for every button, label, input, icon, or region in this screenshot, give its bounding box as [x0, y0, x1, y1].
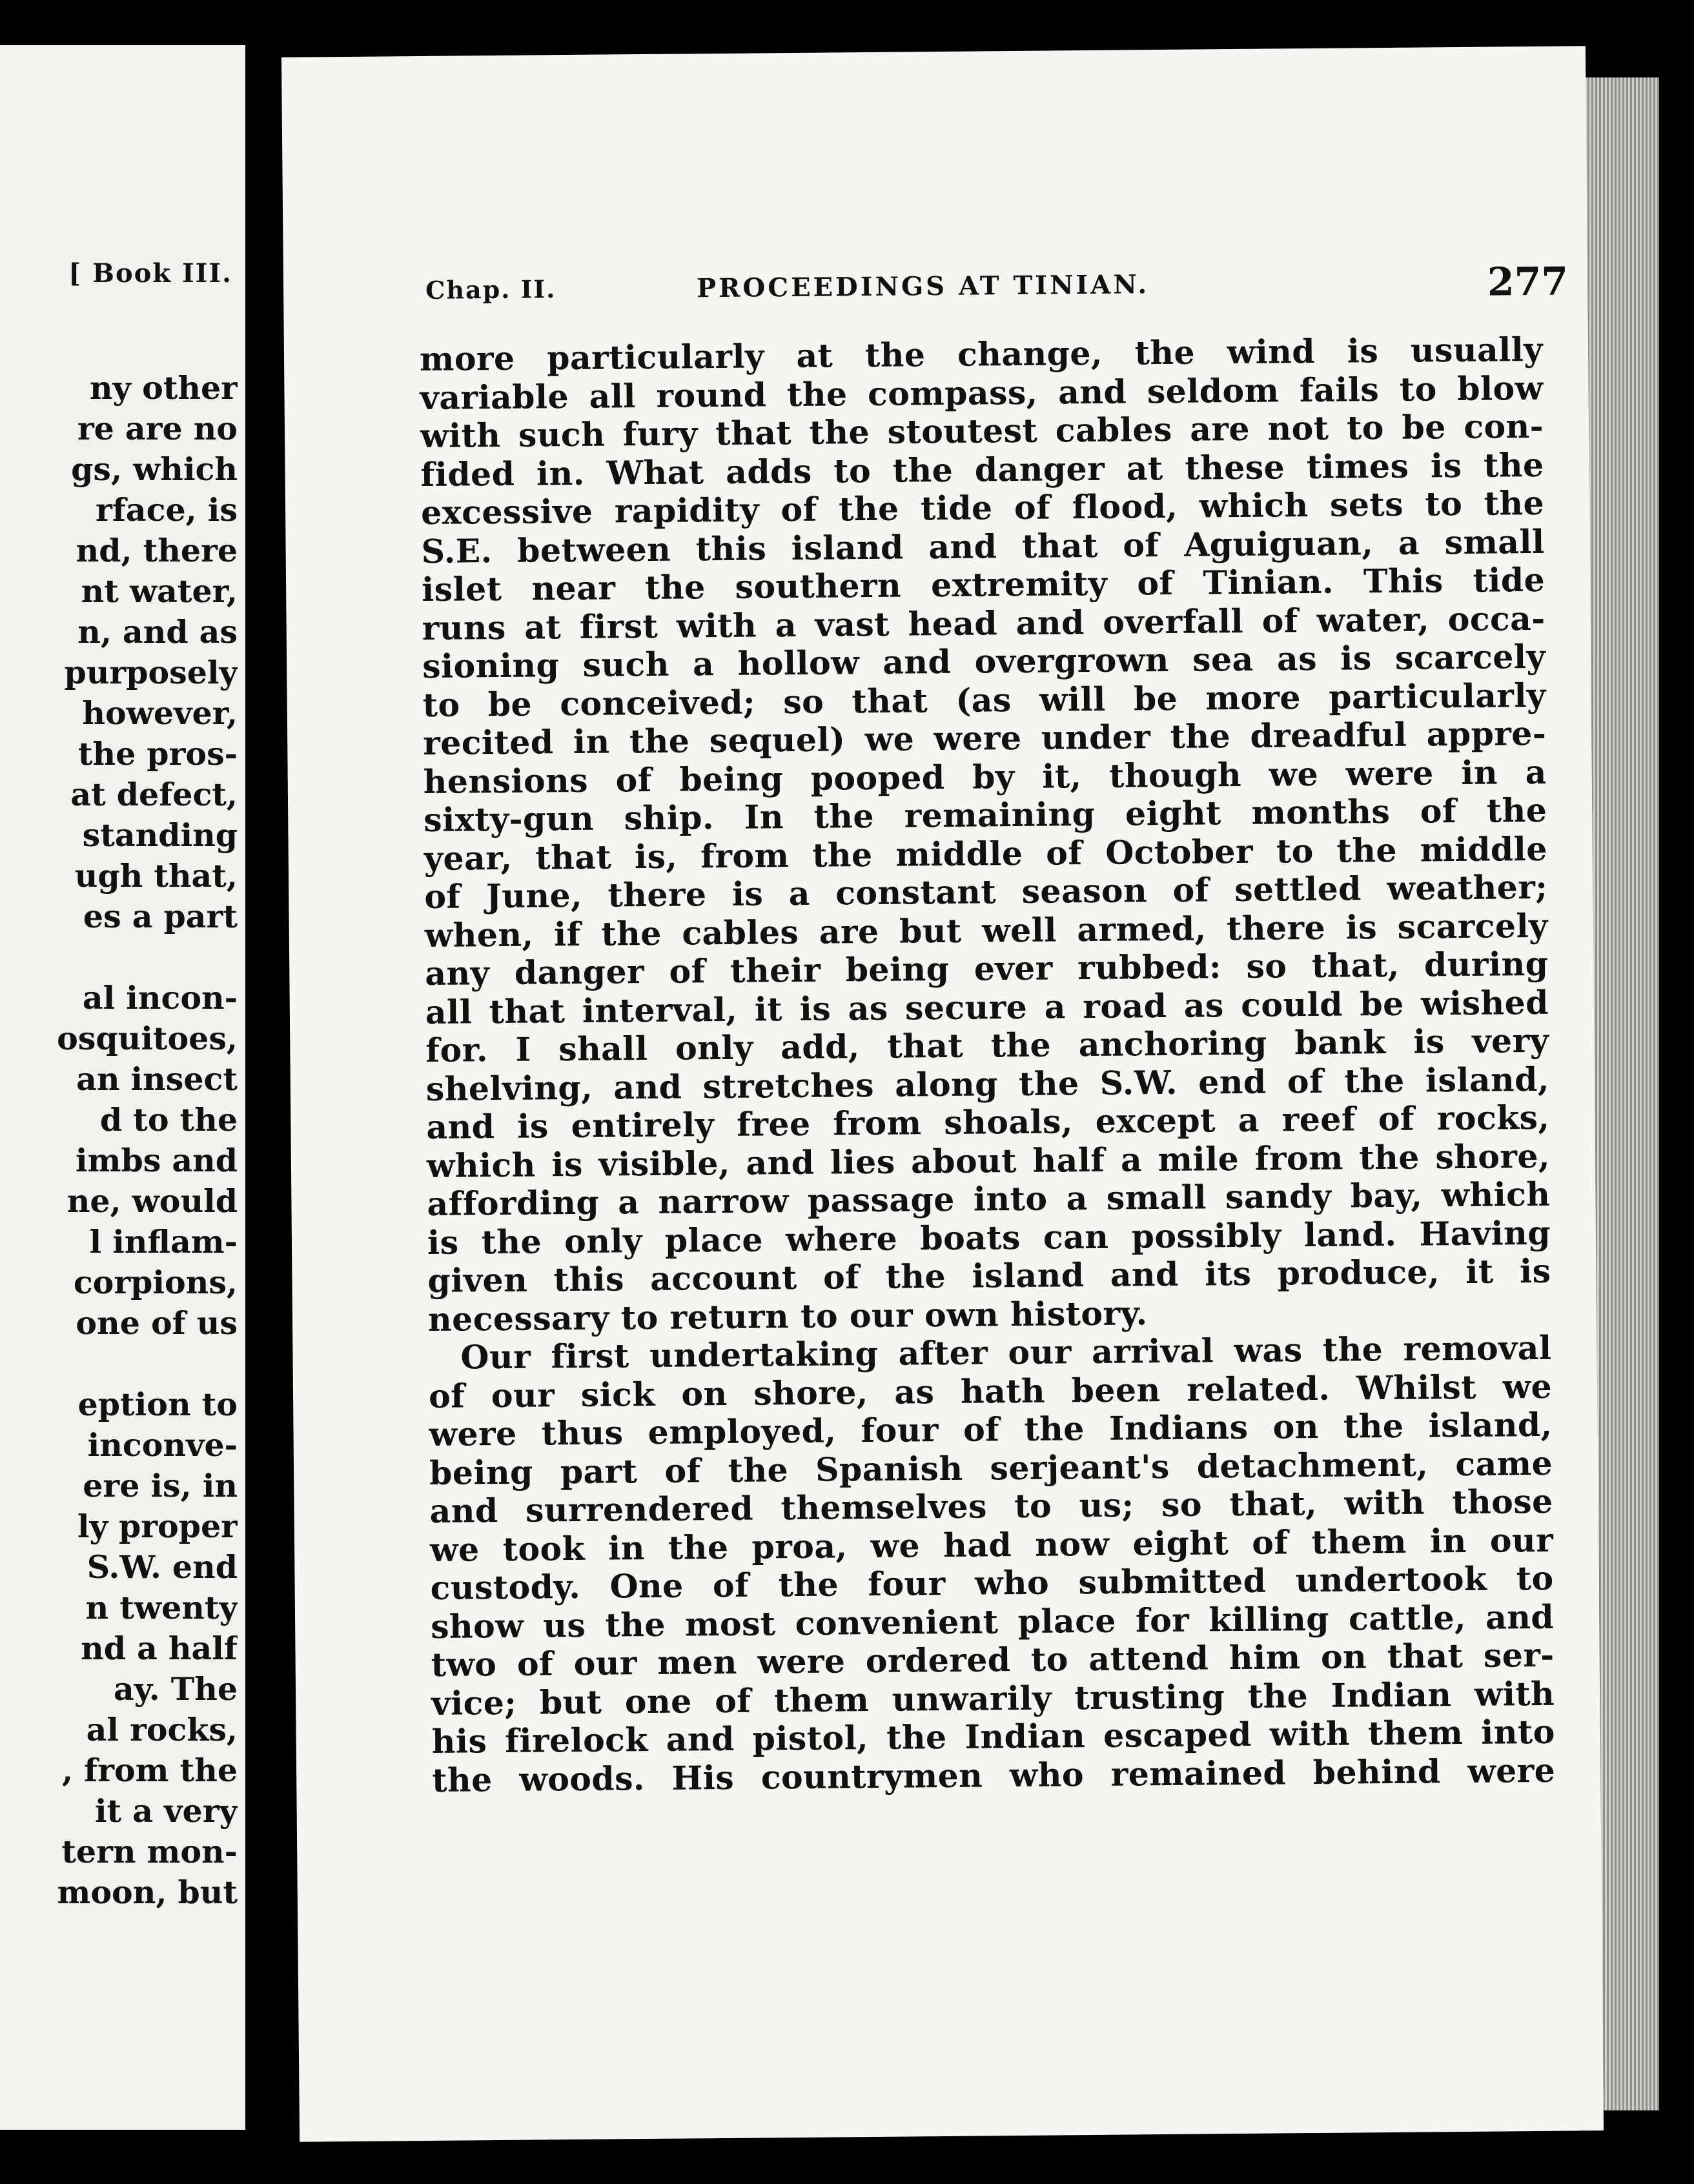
- text-line: year, that is, from the middle of October to the middle: [424, 829, 1547, 878]
- left-text-line: standing: [82, 816, 238, 854]
- left-page-text: [0, 368, 238, 1913]
- text-line: fided in. What adds to the danger at these times is the: [420, 445, 1544, 494]
- left-text-line: nd, there: [76, 532, 238, 569]
- text-line: being part of the Spanish serjeant's detachment, came: [429, 1444, 1553, 1492]
- left-text-line: moon, but: [57, 1874, 238, 1911]
- text-line: his firelock and pistol, the Indian escaped with them into: [431, 1712, 1555, 1761]
- left-text-line: an insect: [76, 1060, 238, 1098]
- left-text-line: corpions,: [73, 1264, 238, 1301]
- left-text-line: al incon-: [82, 979, 238, 1016]
- text-line: the woods. His countrymen who remained behind were: [431, 1751, 1556, 1799]
- text-line: and surrendered themselves to us; so that, with those: [429, 1482, 1553, 1530]
- text-line: shelving, and stretches along the S.W. end of the island,: [425, 1060, 1550, 1108]
- left-text-line: ny other: [89, 369, 238, 407]
- text-line: show us the most convenient place for killing cattle, and: [430, 1597, 1555, 1646]
- left-text-line: tern mon-: [61, 1833, 238, 1870]
- text-line: sioning such a hollow and overgrown sea as is scarcely: [422, 637, 1546, 686]
- text-line: islet near the southern extremity of Tinian. This tide: [421, 560, 1546, 609]
- left-text-line: ay. The: [114, 1670, 238, 1708]
- text-line: runs at first with a vast head and overfall of water, occa-: [422, 599, 1546, 647]
- text-line: of our sick on shore, as hath been related. Whilst we: [428, 1367, 1553, 1415]
- left-text-line: ugh that,: [74, 857, 238, 895]
- left-text-line: [0, 937, 238, 978]
- text-line: Our first undertaking after our arrival was the removal: [460, 1328, 1552, 1377]
- text-line: two of our men were ordered to attend him on that ser-: [431, 1635, 1555, 1684]
- left-text-line: ne, would: [66, 1182, 238, 1220]
- text-line: with such fury that the stoutest cables are not to be con-: [420, 407, 1544, 456]
- left-text-line: [0, 1344, 238, 1384]
- left-text-line: at defect,: [70, 776, 238, 813]
- text-line: necessary to return to our own history.: [427, 1293, 1148, 1339]
- left-text-line: S.W. end: [87, 1548, 238, 1586]
- left-text-line: nd a half: [81, 1630, 238, 1667]
- left-text-line: re are no: [77, 410, 238, 447]
- text-line: S.E. between this island and that of Aguiguan, a small: [421, 522, 1545, 571]
- text-line: hensions of being pooped by it, though we were in a: [423, 753, 1547, 801]
- text-line: for. I shall only add, that the anchoring bank is very: [425, 1021, 1549, 1069]
- left-text-line: the pros-: [77, 735, 238, 773]
- text-line: all that interval, it is as secure a road as could be wished: [425, 983, 1549, 1031]
- left-running-head: [ Book III.: [68, 258, 232, 288]
- left-text-line: eption to: [77, 1386, 238, 1423]
- left-text-line: inconve-: [87, 1426, 238, 1464]
- text-line: to be conceived; so that (as will be more particularly: [422, 676, 1546, 724]
- left-text-line: es a part: [83, 898, 238, 935]
- text-line: and is entirely free from shoals, except a reef of rocks,: [426, 1098, 1550, 1146]
- chapter-label: Chap. II.: [425, 274, 556, 305]
- text-line: recited in the sequel) we were under the dreadful appre-: [422, 714, 1547, 763]
- text-line: were thus employed, four of the Indians on the island,: [429, 1405, 1553, 1453]
- left-text-line: imbs and: [75, 1142, 238, 1179]
- left-text-line: gs, which: [71, 450, 238, 488]
- left-text-line: it a very: [94, 1792, 238, 1830]
- text-line: when, if the cables are but well armed, there is scarcely: [424, 906, 1549, 955]
- text-line: excessive rapidity of the tide of flood, which sets to the: [420, 483, 1545, 532]
- body-text: [420, 330, 1556, 1799]
- text-line: of June, there is a constant season of settled weather;: [424, 867, 1548, 916]
- left-text-line: n, and as: [77, 613, 238, 651]
- text-line: any danger of their being ever rubbed: so that, during: [425, 944, 1549, 993]
- running-title: PROCEEDINGS AT TINIAN.: [696, 269, 1150, 304]
- left-text-line: n twenty: [85, 1589, 238, 1626]
- running-head: [425, 259, 1575, 321]
- left-text-line: however,: [82, 694, 238, 732]
- text-line: more particularly at the change, the wind is usually: [419, 330, 1544, 379]
- left-text-line: nt water,: [81, 572, 238, 610]
- text-line: is the only place where boats can possibly land. Having: [427, 1213, 1551, 1262]
- left-text-line: ere is, in: [83, 1467, 238, 1504]
- left-text-line: ly proper: [77, 1508, 238, 1545]
- page-number: 277: [1487, 259, 1569, 305]
- left-text-line: rface, is: [96, 491, 238, 529]
- text-line: which is visible, and lies about half a mile from the shore,: [426, 1137, 1551, 1185]
- text-line: given this account of the island and its produce, it is: [427, 1251, 1551, 1300]
- text-line: affording a narrow passage into a small sandy bay, which: [427, 1175, 1551, 1223]
- text-line: sixty-gun ship. In the remaining eight months of the: [424, 791, 1547, 839]
- left-text-line: osquitoes,: [57, 1020, 238, 1057]
- right-page: [281, 46, 1604, 2142]
- text-line: vice; but one of them unwarily trusting the Indian with: [431, 1674, 1555, 1723]
- left-page: [0, 45, 245, 2130]
- left-text-line: l inflam-: [89, 1223, 238, 1260]
- left-text-line: one of us: [76, 1304, 238, 1342]
- left-text-line: al rocks,: [86, 1711, 238, 1748]
- text-line: variable all round the compass, and seldom fails to blow: [420, 369, 1544, 417]
- text-line: custody. One of the four who submitted undertook to: [430, 1559, 1554, 1607]
- text-line: we took in the proa, we had now eight of them in our: [429, 1521, 1554, 1569]
- left-text-line: purposely: [64, 654, 238, 691]
- left-text-line: , from the: [61, 1752, 238, 1789]
- left-text-line: d to the: [99, 1101, 238, 1138]
